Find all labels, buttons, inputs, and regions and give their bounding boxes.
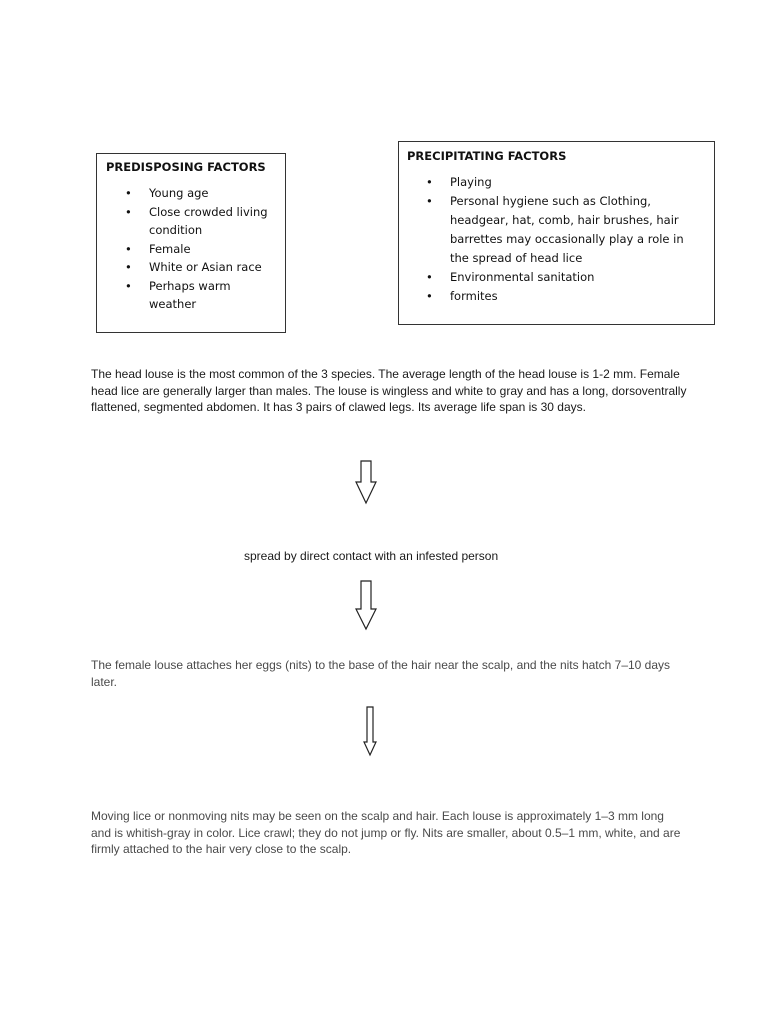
precipitating-list: [407, 173, 706, 306]
bullet-icon: •: [125, 260, 132, 274]
predisposing-title: PREDISPOSING FACTORS: [106, 160, 266, 174]
list-item: • Female: [106, 240, 277, 259]
list-item: • Playing: [407, 173, 706, 192]
bullet-icon: •: [426, 289, 433, 303]
down-arrow-icon: [355, 580, 377, 630]
list-item: • Environmental sanitation: [407, 268, 706, 287]
precipitating-factors-box: [398, 141, 715, 325]
bullet-icon: •: [125, 204, 132, 219]
bullet-icon: •: [125, 278, 132, 293]
predisposing-factors-box: [96, 153, 286, 333]
bullet-icon: •: [125, 241, 132, 256]
bullet-icon: •: [125, 186, 132, 200]
down-arrow-icon: [355, 460, 377, 504]
predisposing-list: [106, 184, 277, 314]
head-louse-description: The head louse is the most common of the 3 species. The average length of the head louse is 1-2 mm. Female head lice are generally larger than males. The louse is wingless and white to gray and has a long, dorsoventrally flattened, segmented abdomen. It has 3 pairs of clawed legs. Its average life span is 30 days.: [91, 367, 687, 414]
down-arrow-icon: [363, 706, 377, 756]
bullet-icon: •: [426, 270, 433, 284]
list-item: • Young age: [106, 184, 277, 203]
signs-description: Moving lice or nonmoving nits may be seen on the scalp and hair. Each louse is approximately 1–3 mm long and is whitish-gray in color. Lice crawl; they do not jump or fly. Nits are smaller, about 0.5–1 mm, white, and are firmly attached to the hair very close to the scalp.: [91, 809, 681, 856]
list-item: • formites: [407, 287, 706, 306]
bullet-icon: •: [426, 194, 433, 208]
spread-mode-text: spread by direct contact with an infested person: [244, 549, 499, 563]
list-item: • Perhaps warm weather: [125, 278, 231, 311]
egg-laying-text: The female louse attaches her eggs (nits) to the base of the hair near the scalp, and the nits hatch 7–10 days later.: [91, 658, 671, 689]
list-item: • Close crowded living condition: [125, 204, 268, 237]
bullet-icon: •: [426, 175, 433, 189]
list-item: • White or Asian race: [106, 258, 277, 277]
precipitating-title: PRECIPITATING FACTORS: [407, 149, 567, 163]
list-item: • Personal hygiene such as Clothing, headgear, hat, comb, hair brushes, hair barrettes may occasionally play a role in the spread of head lice: [426, 194, 684, 265]
